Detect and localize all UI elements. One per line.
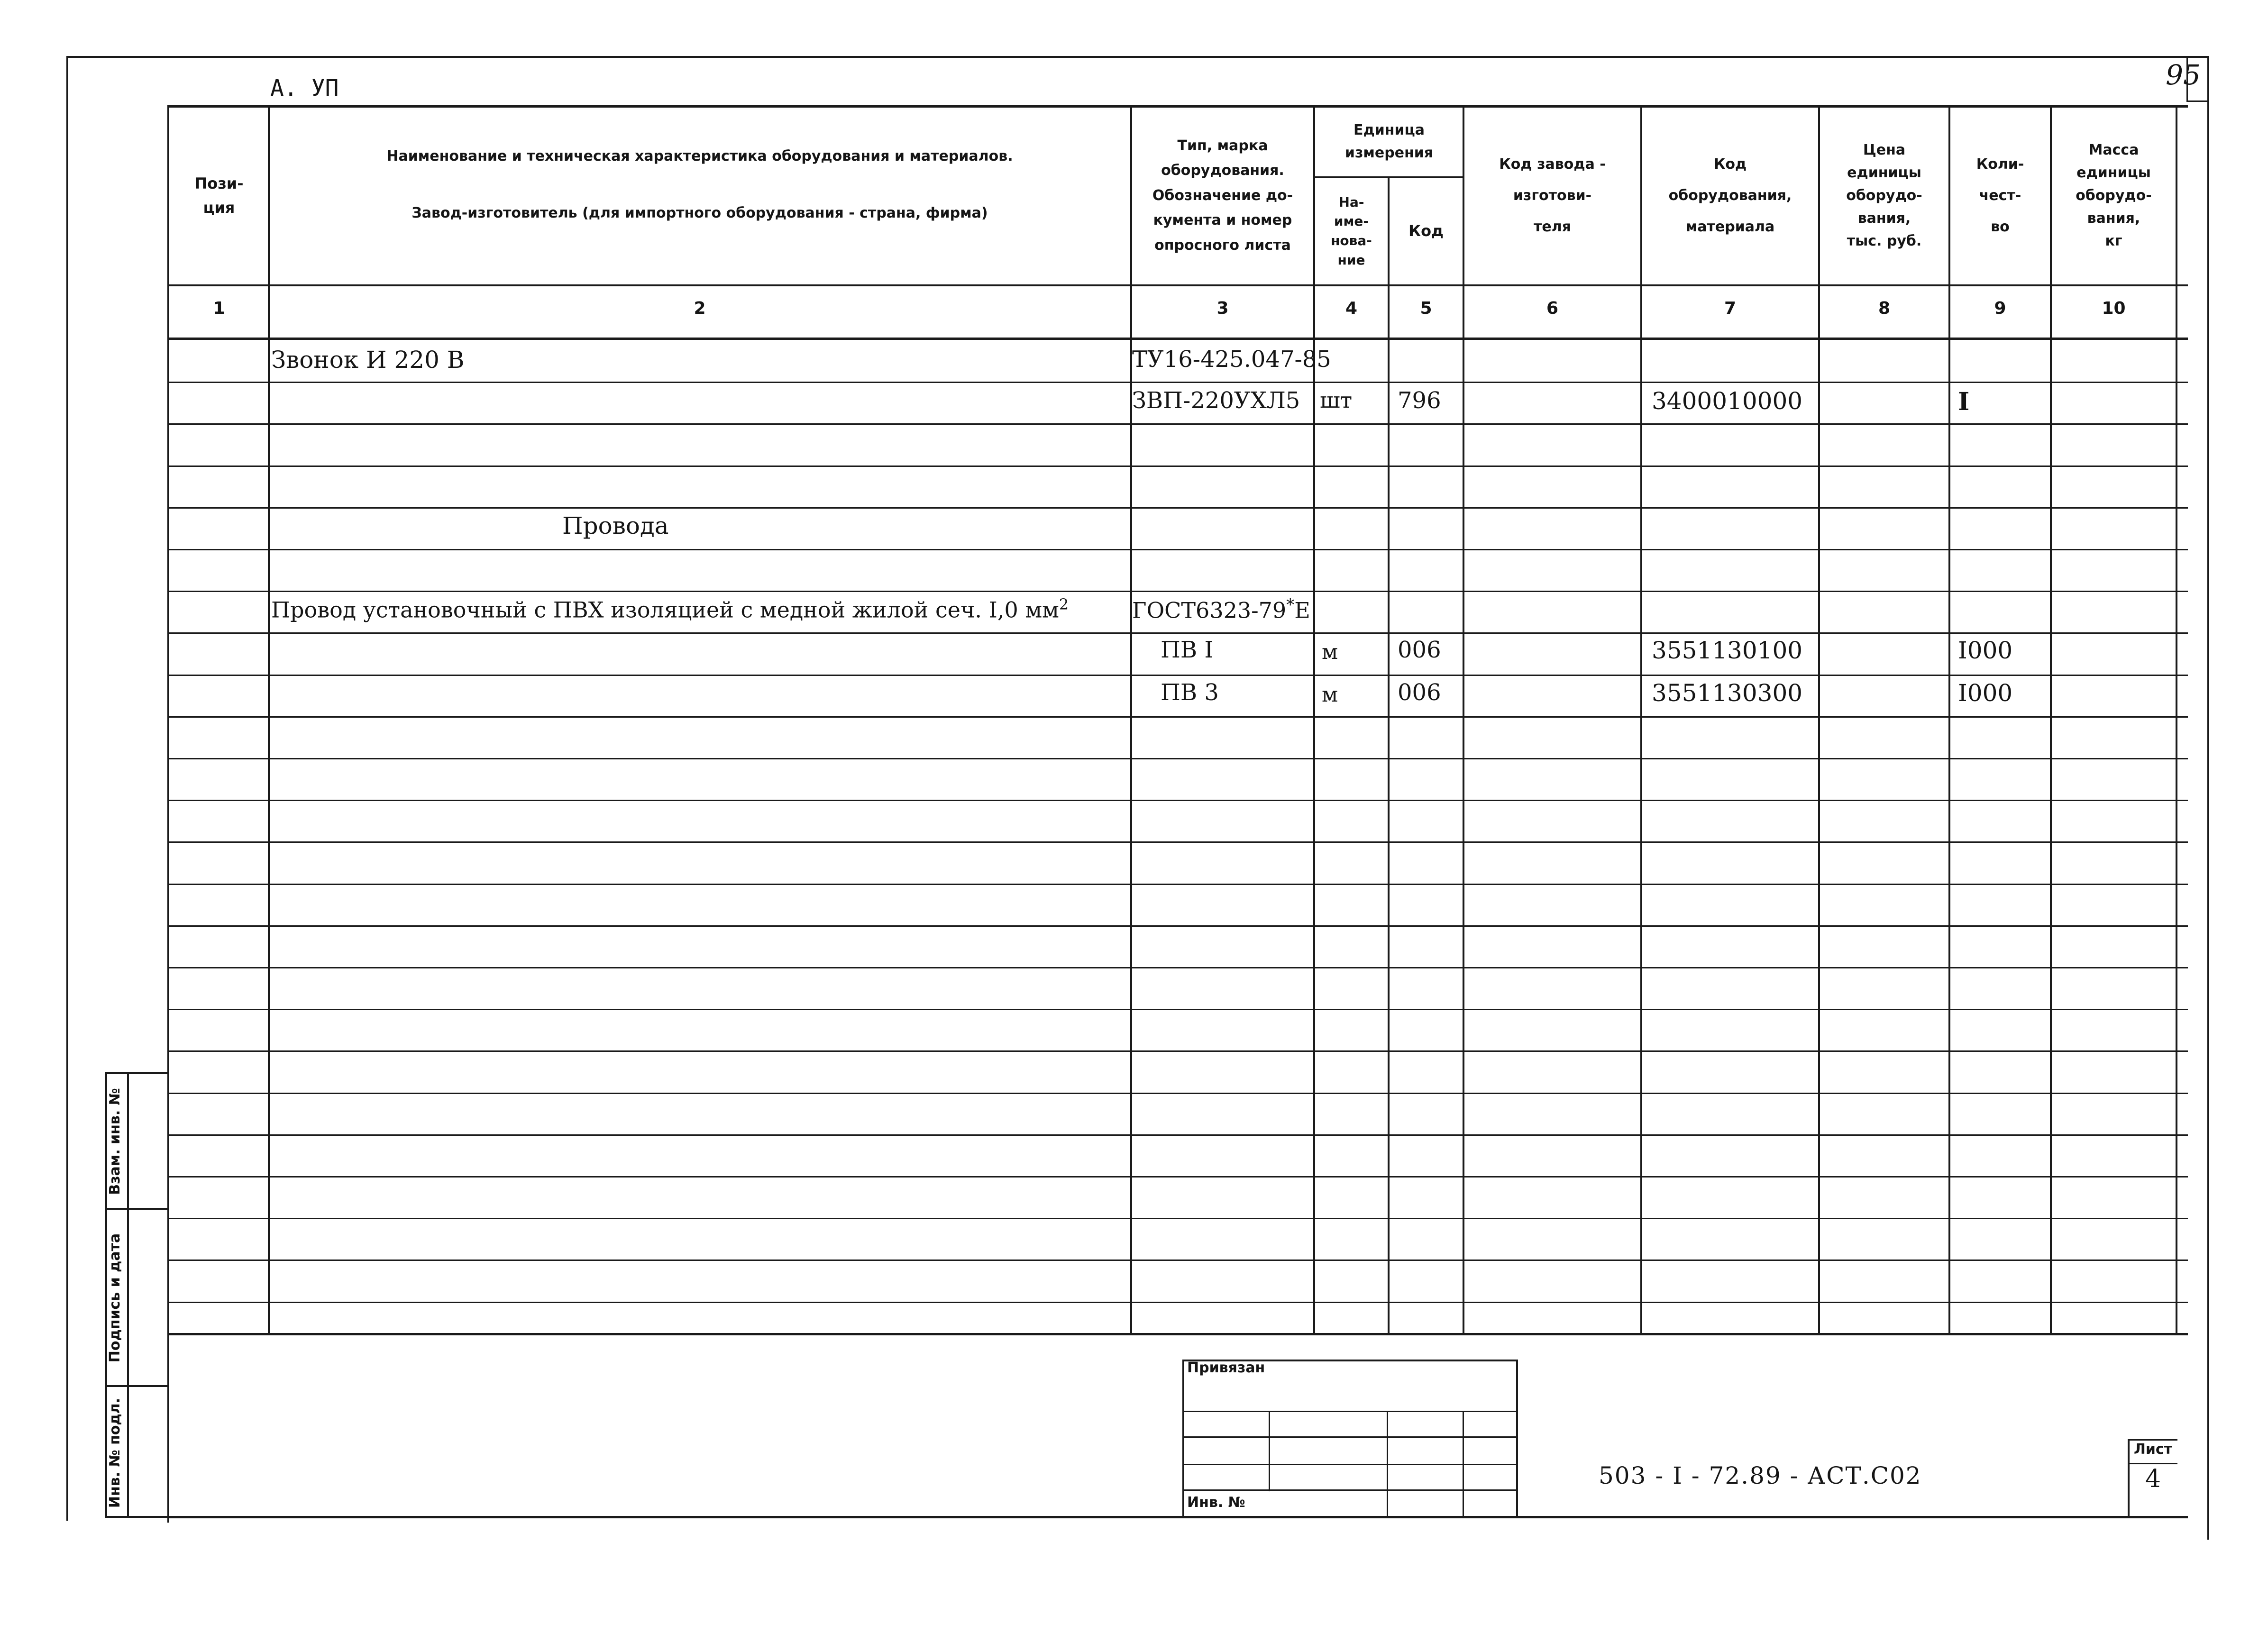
stamp-podpis: Подпись и дата xyxy=(107,1233,123,1363)
table-bottom-line xyxy=(168,1333,2188,1335)
colnum-2: 2 xyxy=(694,299,706,318)
header-unit-group: Единица измерения xyxy=(1344,122,1434,161)
form-code: А. УП xyxy=(270,75,339,101)
row-6-type: ПВ 3 xyxy=(1161,679,1219,706)
stamp-inv: Инв. № подл. xyxy=(107,1397,123,1508)
row-2-code: 796 xyxy=(1398,387,1441,414)
row-rule-line xyxy=(168,1218,2188,1219)
doc-code: 503 - I - 72.89 - АСТ.С02 xyxy=(1599,1462,1922,1489)
header-material-code: Код оборудования, материала xyxy=(1668,156,1792,235)
row-1-type: ТУ16-425.047-85 xyxy=(1132,346,1331,373)
frame-right-line xyxy=(2207,56,2209,1540)
col-line-7 xyxy=(1818,105,1820,1335)
row-rule-line xyxy=(168,1134,2188,1136)
colnum-3: 3 xyxy=(1216,299,1229,318)
privyazan-col-2 xyxy=(1387,1411,1388,1518)
row-4-type-suffix: Е xyxy=(1294,597,1310,623)
colnum-5: 5 xyxy=(1420,299,1432,318)
row-5-unit: м xyxy=(1322,640,1338,664)
row-2-quantity: I xyxy=(1958,387,1970,416)
row-rule-line xyxy=(168,1176,2188,1177)
sheet-box-top xyxy=(2128,1439,2177,1441)
colnum-10: 10 xyxy=(2102,299,2126,318)
sheet-label: Лист xyxy=(2133,1441,2173,1458)
row-4-name-sup: 2 xyxy=(1059,595,1069,613)
privyazan-row-1 xyxy=(1182,1411,1517,1412)
row-2-unit: шт xyxy=(1320,387,1353,413)
row-rule-line xyxy=(168,925,2188,927)
header-type: Тип, марка оборудования. Обозначение до- кумента и номер опросного листа xyxy=(1152,137,1293,254)
col-line-4 xyxy=(1388,176,1390,1335)
header-position: Пози- ция xyxy=(194,174,244,217)
row-4-type-text: ГОСТ6323-79 xyxy=(1132,597,1287,623)
row-4-type xyxy=(1132,595,1310,623)
colnum-8: 8 xyxy=(1878,299,1891,318)
section-wires-title: Провода xyxy=(562,512,669,539)
row-rule-line xyxy=(168,841,2188,843)
row-rule-line xyxy=(168,591,2188,592)
header-unit-name: На- име- нова- ние xyxy=(1331,194,1372,268)
col-line-6 xyxy=(1640,105,1642,1335)
row-2-material-code: 3400010000 xyxy=(1652,387,1803,415)
header-price: Цена единицы оборудо- вания, тыс. руб. xyxy=(1846,142,1922,249)
row-1-name: Звонок И 220 В xyxy=(271,346,465,374)
row-rule-line xyxy=(168,382,2188,383)
header-name-line1: Наименование и техническая характеристика оборудования и материалов. xyxy=(386,148,1013,164)
row-rule-line xyxy=(168,1009,2188,1010)
inv-no-label: Инв. № xyxy=(1187,1494,1245,1511)
row-rule-line xyxy=(168,800,2188,801)
row-rule-line xyxy=(168,465,2188,467)
row-4-type-sup: * xyxy=(1286,595,1295,614)
privyazan-row-2 xyxy=(1182,1436,1517,1438)
row-rule-line xyxy=(168,884,2188,885)
frame-top-line xyxy=(66,56,2209,58)
header-factory-code: Код завода - изготови- теля xyxy=(1499,156,1606,235)
col-line-9 xyxy=(2050,105,2052,1335)
col-line-2 xyxy=(1130,105,1132,1335)
row-6-quantity: I000 xyxy=(1958,679,2013,707)
row-rule-line xyxy=(168,1260,2188,1261)
colnum-bottom-line xyxy=(168,338,2188,340)
row-4-name-text: Провод установочный с ПВХ изоляцией с медной жилой сеч. I,0 мм xyxy=(271,597,1059,623)
privyazan-col-1 xyxy=(1269,1411,1270,1491)
privyazan-label: Привязан xyxy=(1187,1360,1265,1376)
row-6-material-code: 3551130300 xyxy=(1652,679,1803,707)
privyazan-left-line xyxy=(1182,1360,1184,1518)
col-line-right xyxy=(2176,105,2177,1335)
col-line-5 xyxy=(1463,105,1464,1335)
row-rule-line xyxy=(168,758,2188,759)
header-bottom-line xyxy=(168,284,2188,286)
colnum-4: 4 xyxy=(1345,299,1358,318)
privyazan-col-3 xyxy=(1463,1411,1464,1518)
titleblock-bottom-line xyxy=(167,1516,2188,1518)
privyazan-row-3 xyxy=(1182,1464,1517,1465)
row-4-name xyxy=(271,595,1069,622)
row-rule-line xyxy=(168,1093,2188,1094)
frame-left-line xyxy=(66,56,68,1521)
row-rule-line xyxy=(168,507,2188,509)
sheet-number: 4 xyxy=(2145,1465,2161,1493)
stamp-vzam: Взам. инв. № xyxy=(107,1088,123,1195)
colnum-7: 7 xyxy=(1724,299,1737,318)
row-rule-line xyxy=(168,1050,2188,1052)
row-6-unit: м xyxy=(1322,683,1338,707)
sheet-box-left xyxy=(2128,1439,2130,1518)
row-5-quantity: I000 xyxy=(1958,637,2013,664)
privyazan-right-line xyxy=(1516,1360,1518,1518)
sheet-box-mid xyxy=(2128,1463,2177,1464)
col-line-8 xyxy=(1948,105,1950,1335)
row-rule-line xyxy=(168,967,2188,968)
row-2-type: ЗВП-220УХЛ5 xyxy=(1132,387,1300,414)
privyazan-row-4 xyxy=(1182,1489,1517,1491)
col-line-left xyxy=(167,105,169,1523)
header-name-line2: Завод-изготовитель (для импортного оборудования - страна, фирма) xyxy=(412,205,988,221)
stamp-inner-line xyxy=(127,1072,129,1518)
row-rule-line xyxy=(168,716,2188,718)
row-5-type: ПВ I xyxy=(1161,637,1214,663)
colnum-9: 9 xyxy=(1994,299,2006,318)
col-line-3 xyxy=(1313,105,1315,1335)
row-5-code: 006 xyxy=(1398,637,1441,663)
row-6-code: 006 xyxy=(1398,679,1441,706)
col-line-1 xyxy=(268,105,270,1335)
colnum-6: 6 xyxy=(1546,299,1559,318)
row-rule-line xyxy=(168,549,2188,550)
frame-pagebox-bottom xyxy=(2186,100,2209,102)
row-rule-line xyxy=(168,423,2188,425)
row-5-material-code: 3551130100 xyxy=(1652,637,1803,664)
header-mass: Масса единицы оборудо- вания, кг xyxy=(2076,142,2152,249)
colnum-1: 1 xyxy=(213,299,225,318)
row-rule-line xyxy=(168,675,2188,676)
page-number: 95 xyxy=(2166,59,2201,91)
header-unit-code: Код xyxy=(1408,222,1444,240)
row-rule-line xyxy=(168,1302,2188,1303)
header-quantity: Коли- чест- во xyxy=(1976,156,2024,235)
row-rule-line xyxy=(168,632,2188,634)
